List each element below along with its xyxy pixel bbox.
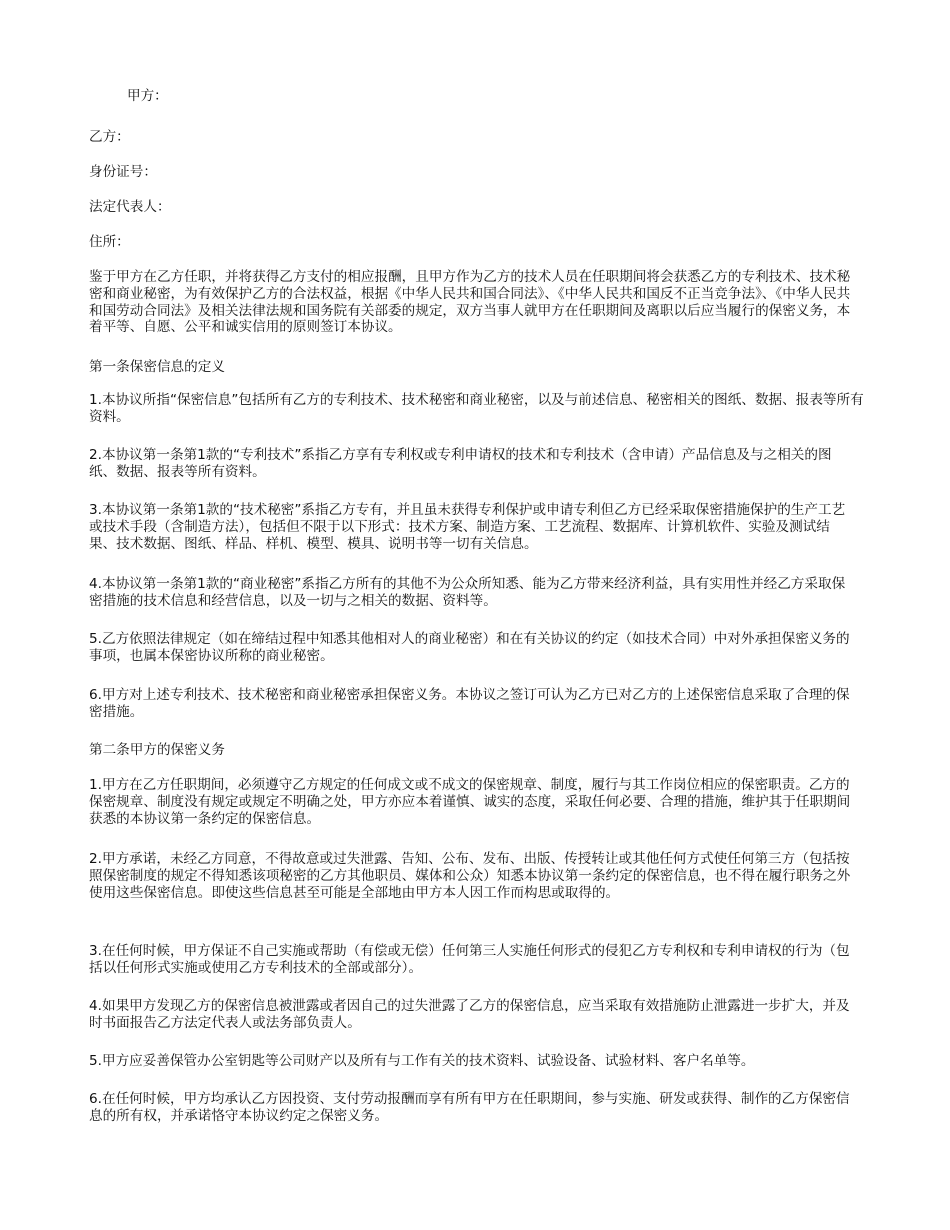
address-field: 住所： (89, 234, 130, 250)
party-a-field: 甲方： (127, 88, 168, 104)
article-2-clause-6: 6.在任何时候，甲方均承认乙方因投资、支付劳动报酬而享有所有甲方在任职期间，参与实施、研发或获得、制作的乙方保密信息的所有权，并承诺恪守本协议约定之保密义务。 (89, 1091, 850, 1124)
article-1-title: 第一条保密信息的定义 (89, 359, 225, 375)
legal-rep-field: 法定代表人： (89, 199, 171, 215)
id-number-field: 身份证号： (89, 164, 157, 180)
article-1-clause-5: 5.乙方依照法律规定（如在缔结过程中知悉其他相对人的商业秘密）和在有关协议的约定（如技术合同）中对外承担保密义务的事项，也属本保密协议所称的商业秘密。 (89, 631, 850, 664)
article-1-clause-4: 4.本协议第一条第1款的“商业秘密”系指乙方所有的其他不为公众所知悉、能为乙方带来经济利益，具有实用性并经乙方采取保密措施的技术信息和经营信息，以及一切与之相关的数据、资料等。 (89, 576, 846, 609)
party-b-field: 乙方： (89, 129, 130, 145)
article-1-clause-3: 3.本协议第一条第1款的“技术秘密”系指乙方专有，并且虽未获得专利保护或申请专利但乙方已经采取保密措施保护的生产工艺或技术手段（含制造方法），包括但不限于以下形式：技术方案、制造方案、工艺流程、数据库、计算机软件、实验及测试结果、技术数据、图纸、样品、样机、模型、模具、说明书等一切有关信息。 (89, 502, 846, 552)
article-1-clause-2: 2.本协议第一条第1款的“专利技术”系指乙方享有专利权或专利申请权的技术和专利技术（含申请）产品信息及与之相关的图纸、数据、报表等所有资料。 (89, 447, 832, 480)
article-2-clause-3: 3.在任何时候，甲方保证不自己实施或帮助（有偿或无偿）任何第三人实施任何形式的侵犯乙方专利权和专利申请权的行为（包括以任何形式实施或使用乙方专利技术的全部或部分）。 (89, 943, 850, 976)
article-2-title: 第二条甲方的保密义务 (89, 742, 225, 758)
preamble-paragraph: 鉴于甲方在乙方任职，并将获得乙方支付的相应报酬，且甲方作为乙方的技术人员在任职期间将会获悉乙方的专利技术、技术秘密和商业秘密，为有效保护乙方的合法权益，根据《中华人民共和国合同法》、《中华人民共和国反不正当竞争法》、《中华人民共和国劳动合同法》及相关法律法规和国务院有关部委的规定，双方当事人就甲方在任职期间及离职以后应当履行的保密义务，本着平等、自愿、公平和诚实信用的原则签订本协议。 (89, 269, 851, 336)
article-1-clause-6: 6.甲方对上述专利技术、技术秘密和商业秘密承担保密义务。本协议之签订可认为乙方已对乙方的上述保密信息采取了合理的保密措施。 (89, 687, 850, 720)
article-2-clause-5: 5.甲方应妥善保管办公室钥匙等公司财产以及所有与工作有关的技术资料、试验设备、试验材料、客户名单等。 (89, 1053, 755, 1069)
article-2-clause-4: 4.如果甲方发现乙方的保密信息被泄露或者因自己的过失泄露了乙方的保密信息，应当采取有效措施防止泄露进一步扩大，并及时书面报告乙方法定代表人或法务部负责人。 (89, 998, 850, 1031)
article-2-clause-1: 1.甲方在乙方任职期间，必须遵守乙方规定的任何成文或不成文的保密规章、制度，履行与其工作岗位相应的保密职责。乙方的保密规章、制度没有规定或规定不明确之处，甲方亦应本着谨慎、诚实的态度，采取任何必要、合理的措施，维护其于任职期间获悉的本协议第一条约定的保密信息。 (89, 777, 851, 827)
article-2-clause-2: 2.甲方承诺，未经乙方同意，不得故意或过失泄露、告知、公布、发布、出版、传授转让或其他任何方式使任何第三方（包括按照保密制度的规定不得知悉该项秘密的乙方其他职员、媒体和公众）知悉本协议第一条约定的保密信息，也不得在履行职务之外使用这些保密信息。即使这些信息甚至可能是全部地由甲方本人因工作而构思或取得的。 (89, 851, 851, 901)
article-1-clause-1: 1.本协议所指“保密信息”包括所有乙方的专利技术、技术秘密和商业秘密，以及与前述信息、秘密相关的图纸、数据、报表等所有资料。 (89, 392, 864, 425)
